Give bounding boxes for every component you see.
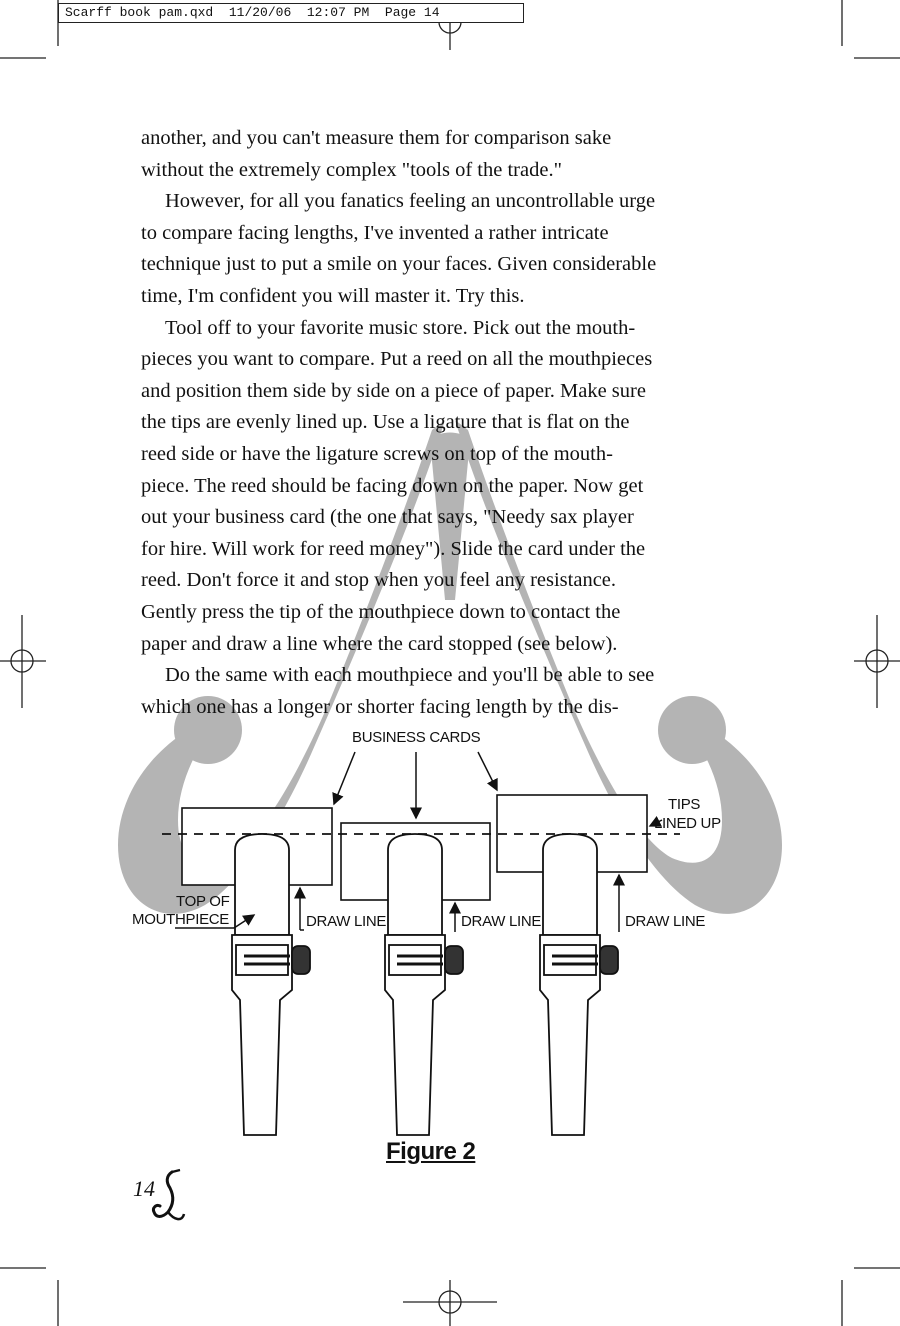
figure-caption: Figure 2: [386, 1138, 476, 1165]
text-line: reed side or have the ligature screws on top of the mouth-: [141, 442, 613, 465]
text-line: to compare facing lengths, I've invented a rather intricate: [141, 221, 609, 244]
slug-time: 12:07 PM: [306, 5, 370, 20]
text-line: reed. Don't force it and stop when you feel any resistance.: [141, 569, 617, 592]
text-line: technique just to put a smile on your faces. Given considerable: [141, 253, 657, 276]
saxophone-icon: [148, 1168, 188, 1230]
text-line: which one has a longer or shorter facing length by the dis-: [141, 695, 619, 718]
text-line: for hire. Will work for reed money"). Slide the card under the: [141, 537, 646, 560]
text-line: piece. The reed should be facing down on the paper. Now get: [141, 474, 644, 497]
text-line: the tips are evenly lined up. Use a ligature that is flat on the: [141, 411, 630, 434]
text-line: and position them side by side on a piece of paper. Make sure: [141, 379, 646, 402]
slug-date: 11/20/06: [228, 5, 292, 20]
text-line: Gently press the tip of the mouthpiece down to contact the: [141, 600, 621, 623]
text-line: pieces you want to compare. Put a reed on all the mouthpieces: [141, 348, 653, 371]
text-line: another, and you can't measure them for comparison sake: [141, 127, 612, 149]
text-line: time, I'm confident you will master it. Try this.: [141, 284, 525, 307]
label-draw-line: DRAW LINE: [625, 913, 706, 930]
text-line: However, for all you fanatics feeling an uncontrollable urge: [165, 190, 656, 213]
print-slug: [58, 3, 524, 23]
text-line: without the extremely complex "tools of the trade.": [141, 158, 562, 181]
text-line: paper and draw a line where the card stopped (see below).: [141, 632, 618, 655]
text-line: Tool off to your favorite music store. Pick out the mouth-: [165, 316, 636, 339]
page-number: 14: [133, 1176, 155, 1201]
label-top-of: TOP OF: [176, 893, 230, 910]
text-line: out your business card (the one that says, "Needy sax player: [141, 506, 634, 529]
label-draw-line: DRAW LINE: [461, 913, 542, 930]
label-lined-up: LINED UP: [654, 815, 721, 832]
mouthpiece: [540, 834, 618, 1135]
text-line: Do the same with each mouthpiece and you'll be able to see: [165, 664, 655, 687]
label-business-cards: BUSINESS CARDS: [352, 729, 481, 746]
label-mouthpiece: MOUTHPIECE: [132, 911, 230, 928]
slug-file: Scarff book pam.qxd: [65, 5, 214, 20]
label-tips: TIPS: [668, 796, 701, 813]
slug-page: Page 14: [384, 5, 440, 20]
label-draw-line: DRAW LINE: [306, 913, 387, 930]
